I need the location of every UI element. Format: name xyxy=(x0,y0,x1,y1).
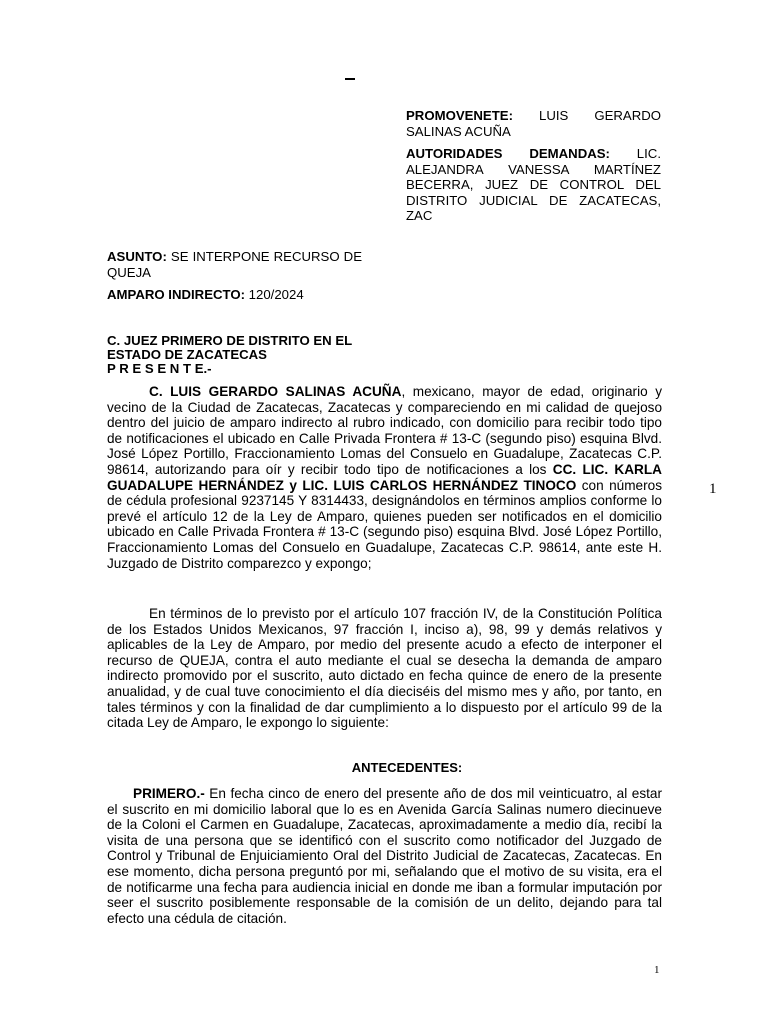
amparo-label: AMPARO INDIRECTO: xyxy=(107,287,245,302)
promovente-name: C. LUIS GERARDO SALINAS ACUÑA xyxy=(149,384,402,399)
intro-text-b: con números de cédula profesional 9237145 Y 8314433, designándolos en términos amplios conforme lo prevé el artículo 12 de la Ley de Amparo, quienes pueden ser notificados en el domicilio ubicado en Calle Privada Frontera # 13-C (segundo piso) esquina Blvd. José López Portillo, Fraccionamiento Lomas del Consuelo en Guadalupe, Zacatecas C.P. 98614, ante este H. Juzgado de Distrito comparezco y expongo; xyxy=(107,477,662,571)
autoridades-block xyxy=(406,146,661,224)
primero-text: En fecha cinco de enero del presente año de dos mil veinticuatro, al estar el suscrito en mi domicilio laboral que lo es en Avenida García Salinas numero diecinueve de la Coloni el Carmen en Guadalupe, Zacatecas, aproximadamente a medio día, recibí la visita de una persona que se identificó con el suscrito como notificador del Juzgado de Control y Tribunal de Enjuiciamiento Oral del Distrito Judicial de Zacatecas, Zacatecas. En ese momento, dicha persona preguntó por mi, señalando que el motivo de su visita, era el de notificarme una fecha para audiencia inicial en donde me iban a formular imputación por seer el suscrito posiblemente responsable de la comisión de un delito, dejando para tal efecto una cédula de citación. xyxy=(107,786,662,926)
intro-text-a: , mexicano, mayor de edad, originario y vecino de la Ciudad de Zacatecas, Zacatecas y compareciendo en mi calidad de quejoso dentro del juicio de amparo indirecto al rubro indicado, con domicilio para recibir todo tipo de notificaciones el ubicado en Calle Privada Frontera # 13-C (segundo piso) esquina Blvd. José López Portillo, Fraccionamiento Lomas del Consuelo en Guadalupe, Zacatecas C.P. 98614, autorizando para oír y recibir todo tipo de notificaciones a los xyxy=(107,384,662,477)
intro-paragraph xyxy=(107,384,662,571)
addressee-line-2: ESTADO DE ZACATECAS xyxy=(107,347,267,363)
asunto-value: SE INTERPONE RECURSO DE QUEJA xyxy=(107,249,362,280)
autoridades-value: LIC. ALEJANDRA VANESSA MARTÍNEZ BECERRA, JUEZ DE CONTROL DEL DISTRITO JUDICIAL DE ZACATECAS, ZAC xyxy=(406,146,661,223)
legal-basis-text: En términos de lo previsto por el artículo 107 fracción IV, de la Constitución Política de los Estados Unidos Mexicanos, 97 fracción I, inciso a), 98, 99 y demás relativos y aplicables de la Ley de Amparo, por medio del presente acudo a efecto de interponer el recurso de QUEJA, contra el auto mediante el cual se desecha la demanda de amparo indirecto promovido por el suscrito, auto dictado en fecha quince de enero de la presente anualidad, y de cual tuve conocimiento el día dieciséis del mismo mes y año, por tanto, en tales términos y con la finalidad de dar cumplimiento a lo dispuesto por el artículo 99 de la citada Ley de Amparo, le expongo lo siguiente: xyxy=(107,606,662,731)
addressee-block xyxy=(107,334,407,377)
page-number: 1 xyxy=(654,964,660,976)
amparo-value: 120/2024 xyxy=(244,287,304,302)
authorized-persons: CC. LIC. KARLA GUADALUPE HERNÁNDEZ y LIC. LUIS CARLOS HERNÁNDEZ TINOCO xyxy=(107,461,662,493)
asunto-block xyxy=(107,249,362,280)
autoridades-label: AUTORIDADES DEMANDAS: xyxy=(406,146,610,161)
addressee-line-3: P R E S E N T E.- xyxy=(107,361,212,377)
addressee-line-1: C. JUEZ PRIMERO DE DISTRITO EN EL xyxy=(107,333,353,348)
promovente-label: PROMOVENETE: xyxy=(406,108,513,123)
promovente-value: LUIS GERARDO SALINAS ACUÑA xyxy=(406,108,661,139)
section-heading: ANTECEDENTES: xyxy=(351,760,463,775)
primero-label: PRIMERO.- xyxy=(133,786,205,801)
asunto-label: ASUNTO: xyxy=(107,249,167,264)
legal-basis-paragraph xyxy=(107,606,662,731)
amparo-block xyxy=(107,287,362,303)
primero-paragraph xyxy=(107,786,662,926)
side-margin-number: 1 xyxy=(709,481,717,497)
promovente-block xyxy=(406,108,661,139)
header-dash xyxy=(345,78,355,80)
